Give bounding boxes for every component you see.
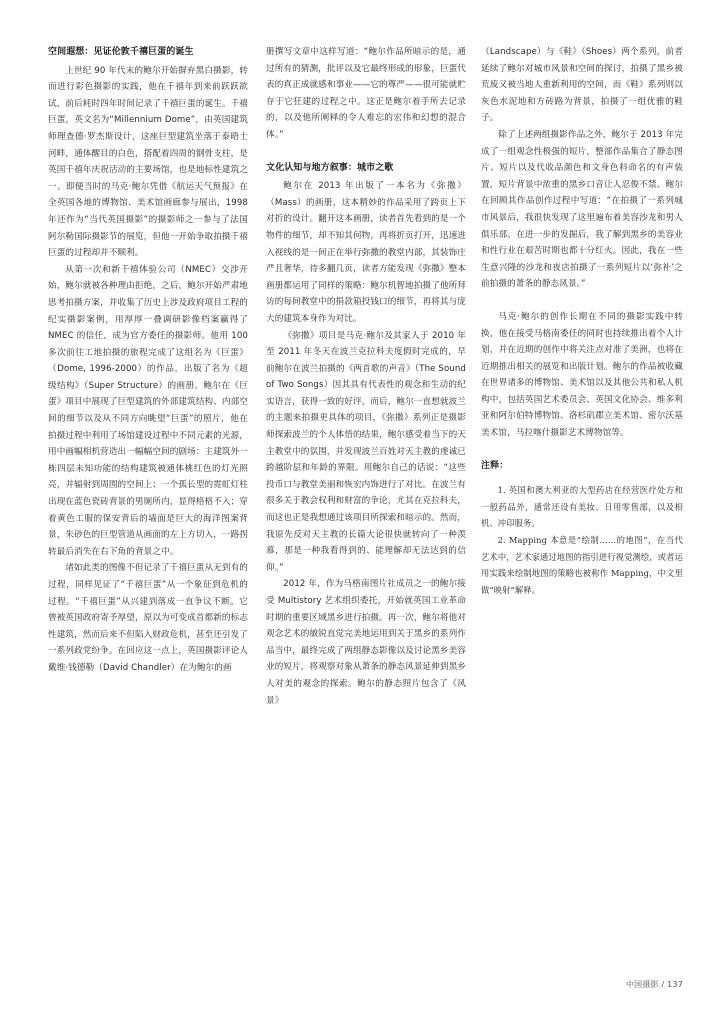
paragraph: 册撰写文章中这样写道：“鲍尔作品所暗示的是，通过所有的猜测，批评以及它最终形成的形象，巨蛋代表的真正成就感和事业——它的尊严——很可能就贮存于它狂建的过程之中。这正是鲍尔着手所去记录的，以及他所阐释的令人难忘的宏伟和幻想的混合体。” [266,47,466,140]
paragraph: 《弥撒》项目是马克·鲍尔及其家人于 2010 年至 2011 年冬天在波兰克拉科夫度假时完成的，早前鲍尔在波兰拍摄的《两首歌的声音》（The Sound of Two Songs）因其具有代表性的观念和生动的纪实语言，获得一致的好评。而后，鲍尔一直想就波兰的主题来拍摄更具体的项目，《弥撒》系列正是摄影师探索波兰的个人体悟的结果，鲍尔感受着当下的天主教堂中的氛围，并发现波兰百姓对天主教的虔诚已跨越阶层和年龄的界限。用鲍尔自己的话说：“这些投币口与教堂美丽和恢宏内饰进行了对比。在波兰有很多关于教会权利和财富的争论，尤其在克拉科夫，而这也正是我想通过该项目所探索和暗示的。然而，我原先反对天主教的长篇大论很快就转向了一种羡慕，那是一种我看得到的、能理解却无法达到的信仰。” [266,330,466,573]
section-heading-city-songs: 文化认知与地方叙事：城市之歌 [266,162,394,173]
section-heading-dome: 空间遐想：见证伦敦千禧巨蛋的诞生 [48,47,194,57]
spacer [266,144,466,160]
note-item: 2. Mapping 本意是“绘制……的地图”，在当代艺术中，艺术家通过地图的指引进行视觉测绘，或者运用实践来绘制地图的策略也被称作 Mapping，中文里做“映射”解释。 [481,535,683,595]
column-right [481,44,683,598]
paragraph: 上世纪 90 年代末的鲍尔开始摒弃黑白摄影，转而进行彩色摄影的实践，他在千禧年到来前跃跃欲试，前后耗时四年时间记录了千禧巨蛋的诞生。千禧巨蛋，英文名为“Millennium Dome”，由英国建筑师理查德·罗杰斯设计，这座巨型建筑坐落于泰晤士河畔，通体醒目的白色，搭配着四周的钢骨支柱，是英国千禧年庆祝活动的主要场馆，也是地标性建筑之一。即便当时的马克·鲍尔凭借《航运天气预报》在全英国各地的博物馆、美术馆画廊参与展出，1998 年还作为“当代英国摄影”的摄影师之一参与了法国阿尔勒国际摄影节的展览，但他一开始争取拍摄千禧巨蛋的过程却并不顺利。 [48,65,248,259]
paragraph: 马克·鲍尔的创作长期在不同的摄影实践中转换，他在接受马格南委任的同时也持续推出着个人计划，并在近期的创作中将关注点对准了美洲，也将在近期推出相关的展览和出版计划。鲍尔的作品被收藏在世界诸多的博物馆、美术馆以及其他公共和私人机构中，包括英国艺术委员会、英国文化协会、维多利亚和阿尔伯特博物馆、洛杉矶郡立美术馆、密尔沃基美术馆，马拉喀什摄影艺术博物馆等。 [481,311,683,439]
note-item: 1. 英国和澳大利亚的大型药店在经营医疗处方和一般药品外，通常还设有美妆、日用零售部，以及相机、冲印服务。 [481,485,683,529]
column-left [48,44,248,677]
page-folio: 中国摄影 / 137 [625,980,683,989]
notes-section [481,458,683,599]
paragraph: 从第一次和新千禧体验公司（NMEC）交涉开始，鲍尔就被各种理由拒绝，之后，鲍尔开始严肃地思考拍摄方案，并收集了历史上涉及政府项目工程的纪实摄影案例，用厚厚一叠调研影像档案赢得了 NMEC 的信任，成为官方委任的摄影师。他用 100 多次前往工地拍摄的旅程完成了这组名为《巨蛋》（Dome, 1996-2000）的作品，出版了名为《超级结构》（Super Structure）的画册。鲍尔在《巨蛋》项目中展现了巨型建筑的外部建筑结构、内部空间的细节以及从不同方向眺望“巨蛋”的照片，他在拍摄过程中利用了场馆建设过程中不同元素的光源，用中画幅相机营造出一幅幅空间的剧场：主建筑外一栋四层未知功能的结构建筑被通体桃红色的灯光照亮，并辐射到周围的空间上；一个孤长型的霓虹灯柱出现在蓝色瓷砖背景的男厕所内，显得格格不入；穿着黄色工服的保安背后的墙面是巨大的海洋图案背景，朱砂色的巨型管道从画面的左上方切入，一路拐转最后消失在右下角的背景之中。 [48,264,248,557]
paragraph: 鲍尔在 2013 年出版了一本名为《弥撒》（Mass）的画册，这本精妙的作品采用了跨页上下对折的设计。翻开这本画册，读者首先看到的是一个物件的细节，却不知其何物，再将折页打开，迅速进入视线的是一间正在举行弥撒的教堂内部，其装饰庄严且奢华，待多翻几页，读者方能发现《弥撒》整本画册都运用了同样的策略：鲍尔机智地拍摄了他所拜访的每间教堂中的捐款箱投钱口的细节，再将其与庞大的建筑本身作为对比。 [266,181,466,324]
paragraph: 诸如此类的图像不但记录了千禧巨蛋从无到有的过程，同样见证了“千禧巨蛋”从一个象征到危机的过程。“千禧巨蛋”从兴建到落成一直争议不断。它曾被英国政府寄予厚望，原以为可变成首都新的标志性建筑，然而后来不但陷入财政危机，甚至还引发了一系列政党纷争。在回应这一点上，英国摄影评论人戴维·钱德勒（David Chandler）在为鲍尔的画 [48,563,248,673]
spacer [481,474,683,482]
column-middle [266,44,466,709]
notes-title: 注释： [481,460,509,471]
paragraph: 2012 年，作为马格南图片社成员之一的鲍尔接受 Multistory 艺术组织委托，开始就英国工业革命时期的重要区域黑乡进行拍摄。再一次，鲍尔将他对观念艺术的敏锐直觉完美地运用到关于黑乡的系列作品当中，最终完成了两组静态影像以及讨论黑乡美容业的短片，将观察对象从萧条的静态风景延伸到黑乡人对美的观念的探索。鲍尔的静态照片包含了《风景》 [266,579,466,706]
paragraph: 除了上述两组摄影作品之外，鲍尔于 2013 年完成了一组观念性极强的短片，整部作品集合了静态图片、短片以及代收品颜色和文身色料命名的有声装置，短片背景中浓重的黑乡口音让人忍俊不禁。鲍尔在回顾其作品创作过程中写道：“在拍摄了一系列城市风景后，我很快发现了这里遍布着美容沙龙和男人俱乐部。在进一步的发掘后，我了解到黑乡的美容业和性行业在艰苦时期也都十分红火。因此，我在一些生意兴隆的沙龙和夜店拍摄了一系列短片以‘弥补’之前拍摄的萧条的静态风景。” [481,129,683,290]
paragraph: （Landscape）与《鞋》（Shoes）两个系列，前者延续了鲍尔对城市风景和空间的探讨，拍摄了黑乡被荒废又被当地人重新利用的空间，而《鞋》系列则以灰色水泥地和方砖路为背景，拍摄了一组优雅的鞋子。 [481,47,683,124]
spacer [481,442,683,458]
spacer [481,293,683,309]
